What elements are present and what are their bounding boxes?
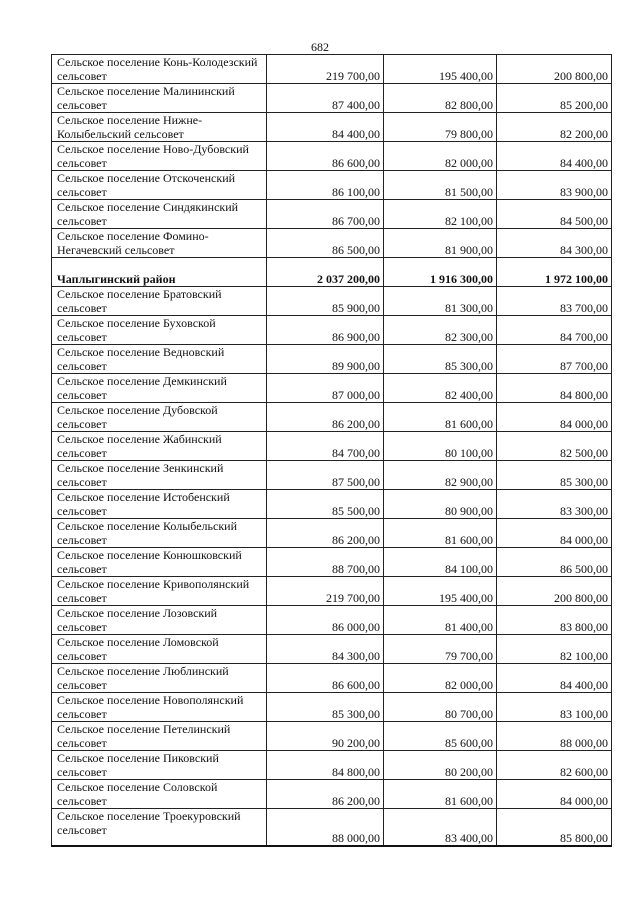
amount-cell-2: 195 400,00: [384, 55, 497, 84]
amount-cell-3: 84 000,00: [497, 780, 612, 809]
amount-cell-3: 85 300,00: [497, 461, 612, 490]
settlement-name-cell: Сельское поселение Соловской сельсовет: [52, 780, 267, 809]
amount-cell-2: 82 400,00: [384, 374, 497, 403]
table-row: [52, 693, 612, 722]
amount-cell-1: 84 400,00: [267, 113, 384, 142]
table-row: [52, 374, 612, 403]
district-total-row: [52, 258, 612, 287]
amount-cell-3: 87 700,00: [497, 345, 612, 374]
amount-cell-3: 84 400,00: [497, 664, 612, 693]
amount-cell-1: 88 000,00: [267, 809, 384, 847]
settlement-name-cell: Сельское поселение Демкинский сельсовет: [52, 374, 267, 403]
table-row: [52, 113, 612, 142]
amount-cell-3: 88 000,00: [497, 722, 612, 751]
amount-cell-1: 86 200,00: [267, 780, 384, 809]
amount-cell-1: 86 600,00: [267, 664, 384, 693]
settlement-name-cell: Сельское поселение Люблинский сельсовет: [52, 664, 267, 693]
amount-cell-1: 86 500,00: [267, 229, 384, 258]
amount-cell-1: 85 900,00: [267, 287, 384, 316]
amount-cell-2: 81 600,00: [384, 403, 497, 432]
amount-cell-3: 82 500,00: [497, 432, 612, 461]
amount-cell-3: 84 700,00: [497, 316, 612, 345]
settlement-name-cell: Сельское поселение Пиковский сельсовет: [52, 751, 267, 780]
table-row: [52, 171, 612, 200]
table-row: [52, 490, 612, 519]
table-row: [52, 142, 612, 171]
amount-cell-2: 82 900,00: [384, 461, 497, 490]
table-row: [52, 664, 612, 693]
amount-cell-3: 83 300,00: [497, 490, 612, 519]
amount-cell-3: 82 200,00: [497, 113, 612, 142]
settlement-name-cell: Сельское поселение Отскоченский сельсовет: [52, 171, 267, 200]
budget-table: [51, 54, 612, 847]
amount-cell-2: 80 700,00: [384, 693, 497, 722]
table-row: [52, 287, 612, 316]
table-row: [52, 345, 612, 374]
amount-cell-3: 84 500,00: [497, 200, 612, 229]
amount-cell-2: 81 300,00: [384, 287, 497, 316]
amount-cell-3: 82 100,00: [497, 635, 612, 664]
amount-cell-1: 88 700,00: [267, 548, 384, 577]
settlement-name-cell: Сельское поселение Ломовской сельсовет: [52, 635, 267, 664]
page-number: 682: [311, 40, 329, 54]
table-row: [52, 577, 612, 606]
settlement-name-cell: Сельское поселение Нижне-Колыбельский сельсовет: [52, 113, 267, 142]
settlement-name-cell: Сельское поселение Фомино-Негачевский сельсовет: [52, 229, 267, 258]
amount-cell-1: 86 900,00: [267, 316, 384, 345]
amount-cell-2: 82 800,00: [384, 84, 497, 113]
amount-cell-2: 84 100,00: [384, 548, 497, 577]
settlement-name-cell: Сельское поселение Буховской сельсовет: [52, 316, 267, 345]
amount-cell-2: 81 500,00: [384, 171, 497, 200]
amount-cell-1: 219 700,00: [267, 55, 384, 84]
amount-cell-2: 81 600,00: [384, 519, 497, 548]
amount-cell-1: 87 500,00: [267, 461, 384, 490]
amount-cell-2: 79 700,00: [384, 635, 497, 664]
amount-cell-2: 83 400,00: [384, 809, 497, 847]
amount-cell-3: 200 800,00: [497, 577, 612, 606]
settlement-name-cell: Чаплыгинский район: [52, 258, 267, 287]
amount-cell-1: 86 000,00: [267, 606, 384, 635]
table-row: [52, 519, 612, 548]
amount-cell-1: 85 300,00: [267, 693, 384, 722]
amount-cell-2: 81 400,00: [384, 606, 497, 635]
amount-cell-3: 84 000,00: [497, 519, 612, 548]
settlement-name-cell: Сельское поселение Петелинский сельсовет: [52, 722, 267, 751]
settlement-name-cell: Сельское поселение Братовский сельсовет: [52, 287, 267, 316]
table-row: [52, 548, 612, 577]
table-row: [52, 229, 612, 258]
amount-cell-2: 85 600,00: [384, 722, 497, 751]
table-row: [52, 403, 612, 432]
amount-cell-3: 82 600,00: [497, 751, 612, 780]
table-row: [52, 635, 612, 664]
settlement-name-cell: Сельское поселение Ново-Дубовский сельсовет: [52, 142, 267, 171]
table-row: [52, 461, 612, 490]
settlement-name-cell: Сельское поселение Троекуровский сельсовет: [52, 809, 267, 847]
table-row: [52, 84, 612, 113]
settlement-name-cell: Сельское поселение Колыбельский сельсовет: [52, 519, 267, 548]
amount-cell-2: 82 300,00: [384, 316, 497, 345]
table-row: [52, 809, 612, 847]
amount-cell-3: 200 800,00: [497, 55, 612, 84]
table-row: [52, 432, 612, 461]
table-row: [52, 751, 612, 780]
amount-cell-3: 1 972 100,00: [497, 258, 612, 287]
table-row: [52, 780, 612, 809]
amount-cell-1: 86 200,00: [267, 519, 384, 548]
amount-cell-3: 85 200,00: [497, 84, 612, 113]
table-row: [52, 316, 612, 345]
settlement-name-cell: Сельское поселение Конь-Колодезский сельсовет: [52, 55, 267, 84]
amount-cell-2: 82 000,00: [384, 142, 497, 171]
amount-cell-1: 87 400,00: [267, 84, 384, 113]
amount-cell-1: 84 800,00: [267, 751, 384, 780]
amount-cell-1: 87 000,00: [267, 374, 384, 403]
settlement-name-cell: Сельское поселение Жабинский сельсовет: [52, 432, 267, 461]
amount-cell-2: 80 900,00: [384, 490, 497, 519]
amount-cell-3: 85 800,00: [497, 809, 612, 847]
settlement-name-cell: Сельское поселение Ведновский сельсовет: [52, 345, 267, 374]
settlement-name-cell: Сельское поселение Новополянский сельсовет: [52, 693, 267, 722]
settlement-name-cell: Сельское поселение Малининский сельсовет: [52, 84, 267, 113]
amount-cell-3: 84 800,00: [497, 374, 612, 403]
amount-cell-2: 81 600,00: [384, 780, 497, 809]
amount-cell-1: 90 200,00: [267, 722, 384, 751]
amount-cell-1: 86 200,00: [267, 403, 384, 432]
settlement-name-cell: Сельское поселение Лозовский сельсовет: [52, 606, 267, 635]
amount-cell-1: 84 300,00: [267, 635, 384, 664]
settlement-name-cell: Сельское поселение Синдякинский сельсовет: [52, 200, 267, 229]
amount-cell-1: 89 900,00: [267, 345, 384, 374]
amount-cell-2: 81 900,00: [384, 229, 497, 258]
amount-cell-2: 80 100,00: [384, 432, 497, 461]
amount-cell-2: 195 400,00: [384, 577, 497, 606]
amount-cell-3: 83 700,00: [497, 287, 612, 316]
table-row: [52, 606, 612, 635]
settlement-name-cell: Сельское поселение Кривополянский сельсовет: [52, 577, 267, 606]
amount-cell-2: 1 916 300,00: [384, 258, 497, 287]
amount-cell-1: 86 700,00: [267, 200, 384, 229]
settlement-name-cell: Сельское поселение Истобенский сельсовет: [52, 490, 267, 519]
amount-cell-1: 86 600,00: [267, 142, 384, 171]
settlement-name-cell: Сельское поселение Зенкинский сельсовет: [52, 461, 267, 490]
amount-cell-3: 84 000,00: [497, 403, 612, 432]
amount-cell-3: 84 400,00: [497, 142, 612, 171]
table-row: [52, 55, 612, 84]
amount-cell-2: 80 200,00: [384, 751, 497, 780]
settlement-name-cell: Сельское поселение Конюшковский сельсовет: [52, 548, 267, 577]
amount-cell-3: 83 900,00: [497, 171, 612, 200]
amount-cell-2: 85 300,00: [384, 345, 497, 374]
amount-cell-2: 82 000,00: [384, 664, 497, 693]
settlement-name-cell: Сельское поселение Дубовской сельсовет: [52, 403, 267, 432]
amount-cell-3: 83 100,00: [497, 693, 612, 722]
amount-cell-3: 83 800,00: [497, 606, 612, 635]
amount-cell-1: 84 700,00: [267, 432, 384, 461]
amount-cell-1: 85 500,00: [267, 490, 384, 519]
amount-cell-1: 86 100,00: [267, 171, 384, 200]
amount-cell-3: 86 500,00: [497, 548, 612, 577]
amount-cell-3: 84 300,00: [497, 229, 612, 258]
amount-cell-2: 79 800,00: [384, 113, 497, 142]
amount-cell-2: 82 100,00: [384, 200, 497, 229]
amount-cell-1: 2 037 200,00: [267, 258, 384, 287]
table-row: [52, 722, 612, 751]
amount-cell-1: 219 700,00: [267, 577, 384, 606]
table-body: [52, 55, 612, 847]
table-row: [52, 200, 612, 229]
